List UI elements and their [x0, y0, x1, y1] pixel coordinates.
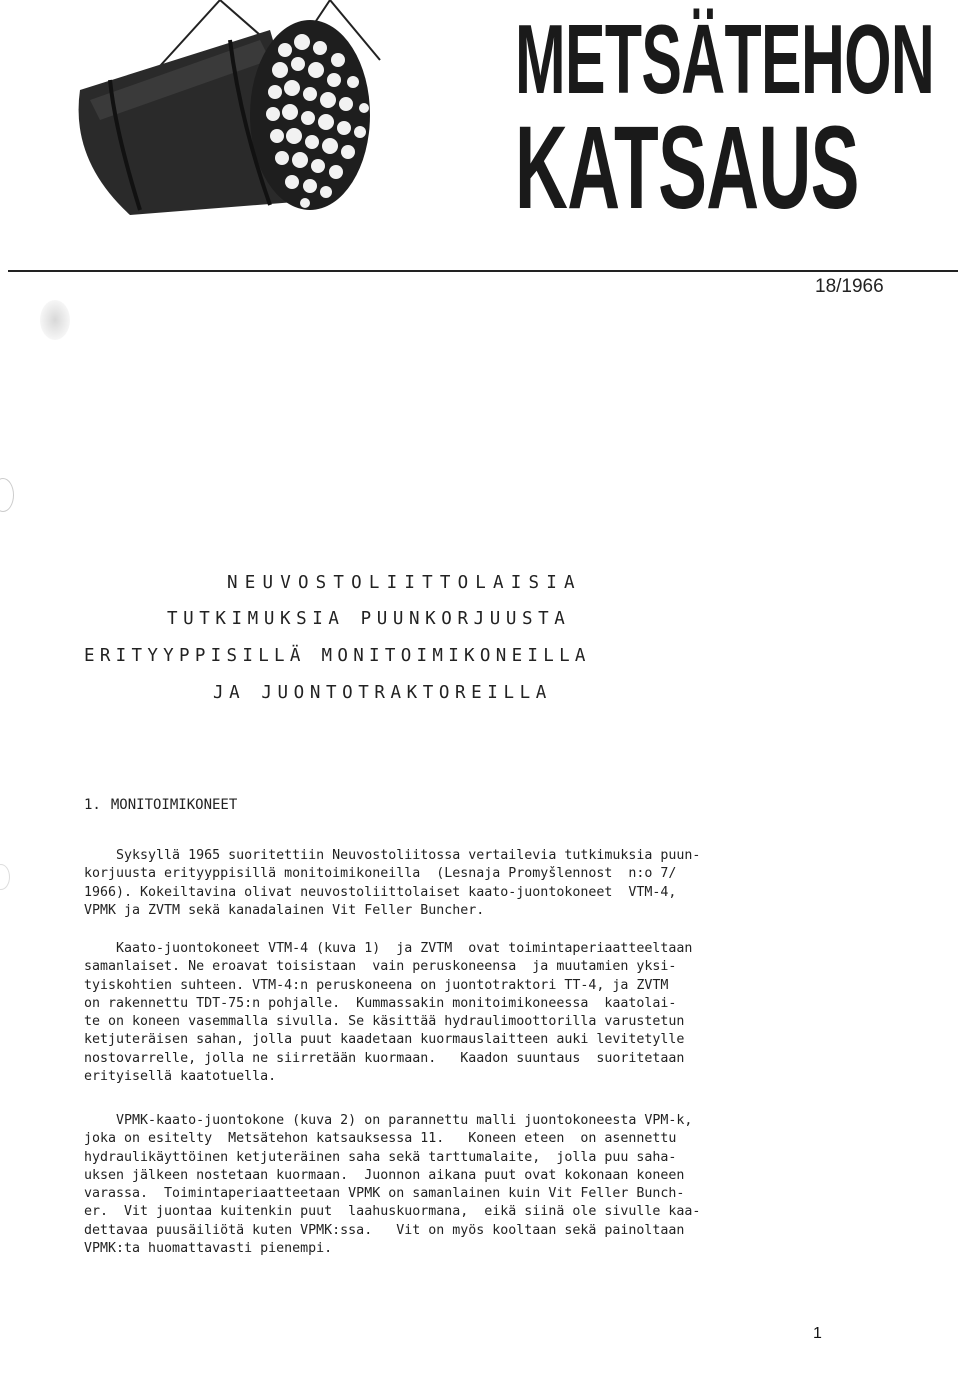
paragraph-line: te on koneen vasemmalla sivulla. Se käsittää hydraulimoottorilla varustetun: [84, 1014, 685, 1030]
punch-hole-mark: [0, 478, 14, 512]
paragraph-line: 1966). Kokeiltavina olivat neuvostoliittolaiset kaato-juontokoneet VTM-4,: [84, 884, 677, 900]
paragraph-line: on rakennettu TDT-75:n pohjalle. Kummassakin monitoimikoneessa kaatolai-: [84, 995, 677, 1011]
document-title-line-4: JA JUONTOTRAKTOREILLA: [213, 683, 552, 703]
paragraph-line: nostovarrelle, jolla ne siirretään kuormaan. Kaadon suuntaus suoritetaan: [84, 1050, 685, 1066]
paragraph-line: Kaato-juontokoneet VTM-4 (kuva 1) ja ZVTM ovat toimintaperiaatteeltaan: [84, 941, 693, 956]
section-number: 1.: [84, 797, 101, 813]
paragraph-line: dettavaa puusäiliötä kuten VPMK:ssa. Vit on myös kooltaan sekä painoltaan: [84, 1222, 685, 1238]
paragraph-1: [84, 847, 844, 920]
section-heading: [84, 797, 237, 813]
paragraph-line: er. Vit juontaa kuitenkin puut laahuskuormana, eikä siinä ole sivulle kaa-: [84, 1204, 701, 1220]
paper-smudge: [40, 300, 70, 340]
header-divider: [8, 270, 958, 272]
page-number: 1: [813, 1325, 822, 1342]
document-title-line-1: NEUVOSTOLIITTOLAISIA: [227, 573, 582, 593]
document-title-line-2: TUTKIMUKSIA PUUNKORJUUSTA: [167, 609, 571, 629]
paragraph-2: [84, 940, 844, 1086]
paragraph-3: [84, 1112, 844, 1258]
paragraph-line: joka on esitelty Metsätehon katsauksessa 11. Koneen eteen on asennettu: [84, 1131, 677, 1147]
paragraph-line: VPMK:ta huomattavasti pienempi.: [84, 1241, 333, 1257]
paragraph-line: korjuusta erityyppisillä monitoimikoneilla (Lesnaja Promyšlennost n:o 7/: [84, 866, 677, 882]
paragraph-line: Syksyllä 1965 suoritettiin Neuvostoliitossa vertailevia tutkimuksia puun-: [84, 848, 701, 863]
section-title: MONITOIMIKONEET: [110, 797, 238, 813]
paragraph-line: varassa. Toimintaperiaatteetaan VPMK on samanlainen kuin Vit Feller Bunch-: [84, 1186, 685, 1202]
publication-title-line1: METSÄTEHON: [515, 4, 935, 114]
paragraph-line: uksen jälkeen nostetaan kuormaan. Juonnon aikana puut ovat kokonaan koneen: [84, 1167, 685, 1183]
log-bundle-logo: [70, 0, 470, 222]
paragraph-line: erityisellä kaatotuella.: [84, 1069, 277, 1085]
punch-hole-mark: [0, 864, 10, 890]
publication-title-line2: KATSAUS: [515, 102, 859, 234]
publication-title: [515, 4, 935, 234]
paragraph-line: hydraulikäyttöinen ketjuteräinen saha sekä tarttumalaite, jolla puu saha-: [84, 1149, 677, 1165]
paragraph-line: samanlaiset. Ne eroavat toisistaan vain peruskoneensa ja muutamien yksi-: [84, 959, 677, 975]
paragraph-line: VPMK-kaato-juontokone (kuva 2) on parannettu malli juontokoneesta VPM-k,: [84, 1113, 693, 1128]
paragraph-line: ketjuteräisen sahan, jolla puut kaadetaan kuormauslaitteen auki levitetylle: [84, 1032, 685, 1048]
paragraph-line: tyiskohtien suhteen. VTM-4:n peruskoneena on juontotraktori TT-4, ja ZVTM: [84, 977, 669, 993]
issue-number: 18/1966: [815, 276, 884, 297]
document-title-line-3: ERITYYPPISILLÄ MONITOIMIKONEILLA: [84, 646, 591, 666]
paragraph-line: VPMK ja ZVTM sekä kanadalainen Vit Feller Buncher.: [84, 902, 485, 918]
